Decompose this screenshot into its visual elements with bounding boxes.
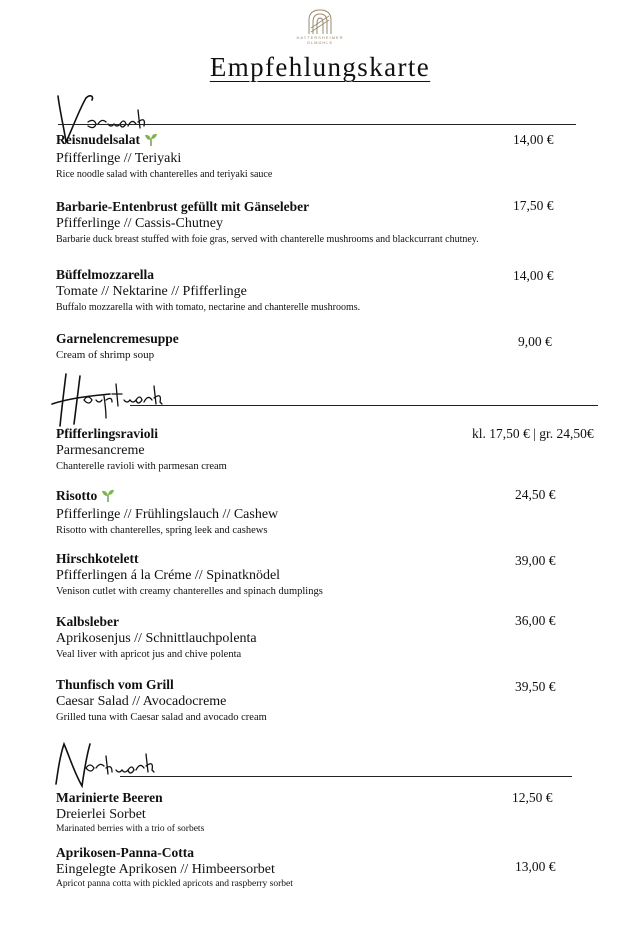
item-translation: Buffalo mozzarella with with tomato, nectarine and chanterelle mushrooms.	[56, 302, 361, 313]
section-heading-hauptwerk	[50, 370, 190, 430]
brand-name	[270, 35, 370, 45]
item-description: Pfifferlingen á la Créme // Spinatknödel	[56, 568, 281, 583]
item-name: Thunfisch vom Grill	[56, 677, 174, 692]
item-translation: Barbarie duck breast stuffed with foie gras, served with chanterelle mushrooms and blackcurrant chutney.	[56, 234, 479, 245]
item-description: Eingelegte Aprikosen // Himbeersorbet	[56, 862, 275, 877]
section-heading-nachwerk	[50, 740, 180, 790]
item-price: 13,00 €	[515, 859, 556, 874]
item-translation: Marinated berries with a trio of sorbets	[56, 824, 205, 834]
item-name: Pfifferlingsravioli	[56, 426, 158, 441]
item-translation: Grilled tuna with Caesar salad and avocado cream	[56, 712, 267, 723]
section-rule	[120, 776, 572, 777]
item-name: Hirschkotelett	[56, 551, 139, 566]
item-name: Aprikosen-Panna-Cotta	[56, 845, 195, 860]
item-price: 14,00 €	[513, 268, 554, 283]
item-description: Pfifferlinge // Cassis-Chutney	[56, 216, 223, 231]
item-price: 39,00 €	[515, 553, 556, 568]
item-translation: Cream of shrimp soup	[56, 349, 155, 361]
item-price: 36,00 €	[515, 613, 556, 628]
item-description: Aprikosenjus // Schnittlauchpolenta	[56, 631, 257, 646]
item-name: Garnelencremesuppe	[56, 331, 179, 346]
leaf-icon	[101, 489, 115, 506]
item-description: Pfifferlinge // Teriyaki	[56, 151, 182, 166]
page-title: Empfehlungskarte	[209, 52, 431, 82]
item-name: Risotto	[56, 488, 98, 503]
nachwerk-script-icon	[50, 740, 180, 790]
item-name: Barbarie-Entenbrust gefüllt mit Gänseleber	[56, 199, 310, 214]
brand-line-2: ÖLMÜHLE	[306, 40, 334, 45]
item-description: Pfifferlinge // Frühlingslauch // Cashew	[56, 507, 279, 522]
item-price: 9,00 €	[518, 334, 552, 349]
item-price: 24,50 €	[515, 487, 556, 502]
item-translation: Veal liver with apricot jus and chive polenta	[56, 649, 242, 660]
item-description: Parmesancreme	[56, 443, 145, 458]
item-description: Caesar Salad // Avocadocreme	[56, 694, 227, 709]
item-translation: Apricot panna cotta with pickled apricots and raspberry sorbet	[56, 879, 293, 889]
hauptwerk-script-icon	[50, 370, 190, 430]
section-rule	[130, 405, 598, 406]
leaf-icon	[144, 133, 158, 150]
item-price: 12,50 €	[512, 790, 553, 805]
item-name: Büffelmozzarella	[56, 267, 154, 282]
item-description: Dreierlei Sorbet	[56, 807, 146, 822]
item-price: kl. 17,50 € | gr. 24,50€	[472, 426, 594, 441]
item-translation: Risotto with chanterelles, spring leek and cashews	[56, 525, 268, 536]
item-name: Marinierte Beeren	[56, 790, 163, 805]
item-translation: Chanterelle ravioli with parmesan cream	[56, 461, 227, 472]
item-name: Kalbsleber	[56, 614, 119, 629]
item-description: Tomate // Nektarine // Pfifferlinge	[56, 284, 247, 299]
item-price: 14,00 €	[513, 132, 554, 147]
item-translation: Rice noodle salad with chanterelles and teriyaki sauce	[56, 169, 273, 180]
item-translation: Venison cutlet with creamy chanterelles and spinach dumplings	[56, 586, 323, 597]
brand-logo-icon	[307, 8, 333, 36]
item-name: Reisnudelsalat	[56, 132, 141, 147]
item-price: 39,50 €	[515, 679, 556, 694]
section-rule	[58, 124, 576, 125]
item-price: 17,50 €	[513, 198, 554, 213]
brand-line-1: HATTERSHEIMER	[296, 35, 344, 40]
